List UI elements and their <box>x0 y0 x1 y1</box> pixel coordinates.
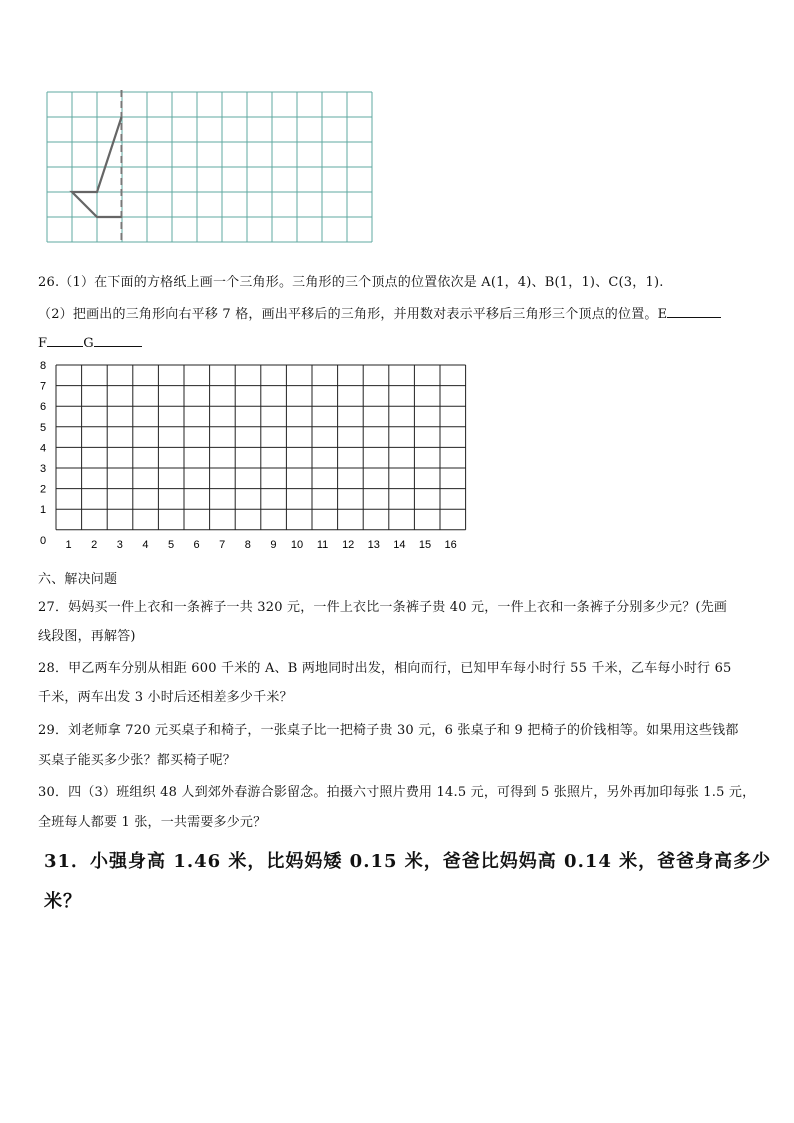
x-tick-label: 7 <box>219 538 226 551</box>
y-tick-label: 7 <box>40 380 47 393</box>
y-tick-label: 2 <box>40 483 47 496</box>
q28-line1: 28．甲乙两车分别从相距 600 千米的 A、B 两地同时出发，相向而行，已知甲车每小时行 55 千米，乙车每小时行 65 <box>38 661 732 676</box>
x-tick-label: 12 <box>342 538 355 551</box>
y-tick-label: 8 <box>40 360 47 372</box>
q29-line1: 29．刘老师拿 720 元买桌子和椅子，一张桌子比一把椅子贵 30 元，6 张桌子和 9 把椅子的价钱相等。如果用这些钱都 <box>38 723 739 738</box>
x-tick-label: 10 <box>290 538 304 551</box>
blank-f <box>47 334 83 347</box>
y-tick-label: 3 <box>40 463 47 475</box>
x-tick-label: 13 <box>367 538 380 551</box>
y-tick-label: 4 <box>40 442 47 455</box>
x-tick-label: 15 <box>418 538 432 551</box>
q26-line1: 26.（1）在下面的方格纸上画一个三角形。三角形的三个顶点的位置依次是 A(1，4)、B(1，1)、C(3，1). <box>38 275 664 290</box>
x-tick-label: 3 <box>116 538 123 551</box>
x-tick-label: 4 <box>142 538 149 551</box>
q26-line2-text: （2）把画出的三角形向右平移 7 格，画出平移后的三角形，并用数对表示平移后三角形三个顶点的位置。E <box>38 307 668 322</box>
q31-line1: 31．小强身高 1.46 米，比妈妈矮 0.15 米，爸爸比妈妈高 0.14 米，爸爸身高多少 <box>44 851 772 872</box>
label-f: F <box>38 336 48 351</box>
x-tick-label: 1 <box>65 538 72 551</box>
q27-line1: 27．妈妈买一件上衣和一条裤子一共 320 元，一件上衣比一条裤子贵 40 元，一件上衣和一条裤子分别多少元？(先画 <box>38 600 728 615</box>
top-grid-figure <box>40 86 380 248</box>
q26-line3 <box>38 334 142 351</box>
x-tick-label: 16 <box>444 538 457 551</box>
label-g: G <box>83 336 94 351</box>
x-tick-label: 2 <box>91 538 98 551</box>
section6-title: 六、解决问题 <box>38 572 118 587</box>
coordinate-grid <box>30 358 470 558</box>
y-tick-label: 0 <box>40 534 47 547</box>
q30-line2: 全班每人都要 1 张，一共需要多少元？ <box>38 815 267 830</box>
x-tick-label: 5 <box>167 538 175 551</box>
q31-line2: 米？ <box>44 891 82 912</box>
x-tick-labels <box>66 539 457 551</box>
x-tick-label: 6 <box>193 538 200 551</box>
x-tick-label: 14 <box>393 538 406 551</box>
q26-line2 <box>38 303 721 322</box>
x-tick-label: 9 <box>270 538 277 551</box>
blank-e <box>667 305 721 318</box>
coordinate-grid-lines <box>56 365 466 530</box>
q28-line2: 千米，两车出发 3 小时后还相差多少千米？ <box>38 690 293 705</box>
blank-g <box>94 334 142 347</box>
q29-line2: 买桌子能买多少张？都买椅子呢？ <box>38 753 237 768</box>
q30-line1: 30．四（3）班组织 48 人到郊外春游合影留念。拍摄六寸照片费用 14.5 元，可得到 5 张照片，另外再加印每张 1.5 元， <box>38 785 756 800</box>
x-tick-label: 8 <box>244 538 251 551</box>
y-tick-label: 6 <box>40 401 47 414</box>
top-grid-lines <box>47 92 372 242</box>
x-tick-label: 11 <box>316 538 329 551</box>
y-tick-labels <box>40 360 46 547</box>
y-tick-label: 5 <box>40 421 47 434</box>
y-tick-label: 1 <box>40 504 47 517</box>
q27-line2: 线段图，再解答) <box>38 629 136 644</box>
